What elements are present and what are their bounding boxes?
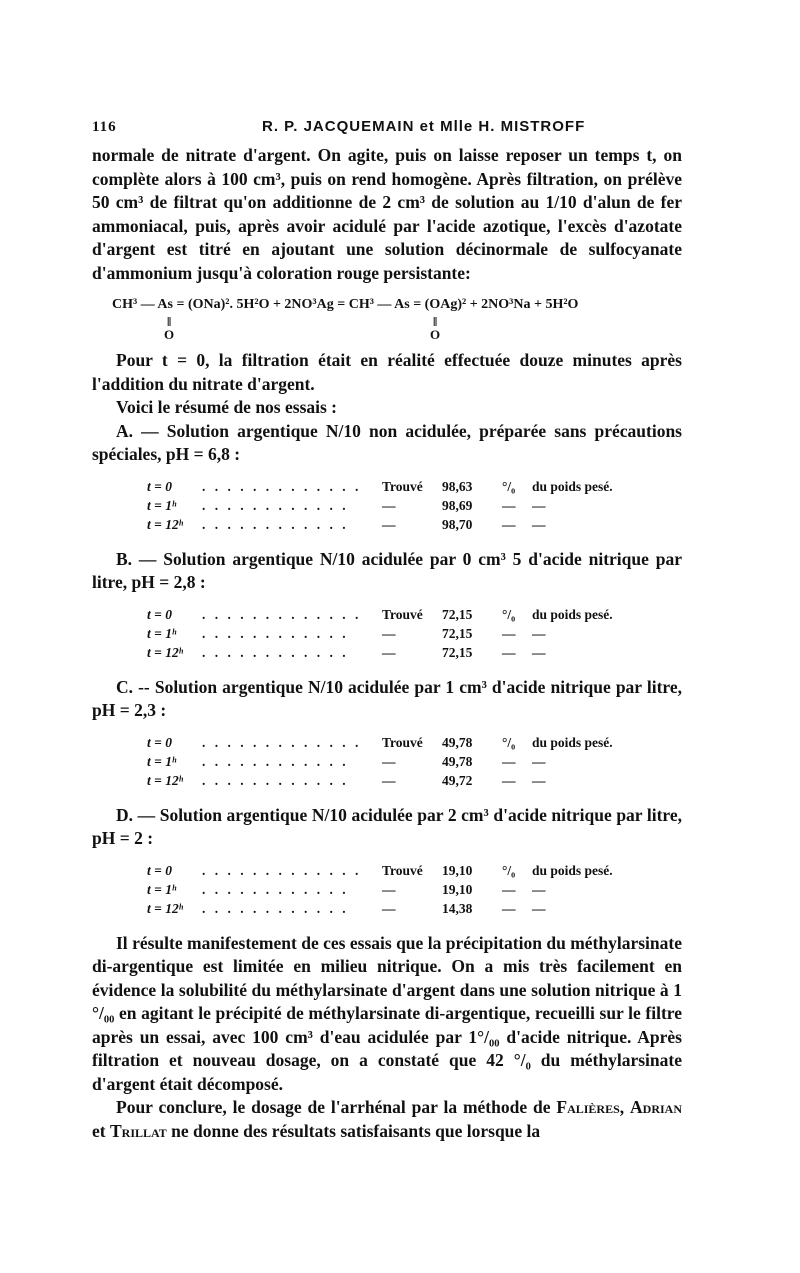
unit-cell: —	[502, 753, 516, 769]
running-header	[92, 118, 682, 136]
dot-leader: . . . . . . . . . . . .	[202, 900, 349, 916]
dot-leader: . . . . . . . . . . . .	[202, 772, 349, 788]
dot-leader: . . . . . . . . . . . .	[202, 516, 349, 532]
unit-cell: °/₀	[502, 734, 516, 750]
section-c	[92, 676, 682, 792]
rest-cell: —	[532, 625, 546, 641]
value-cell: 98,69	[442, 497, 473, 513]
section-title: D. — Solution argentique N/10 acidulée par 2 cm³ d'acide nitrique par litre, pH = 2 :	[92, 804, 682, 848]
time-cell: t = 1ʰ	[147, 881, 176, 897]
section-d	[92, 804, 682, 920]
section-title: B. — Solution argentique N/10 acidulée par 0 cm³ 5 d'acide nitrique par litre, pH = 2,8 :	[92, 548, 682, 592]
page-number: 116	[92, 119, 117, 135]
found-label: —	[382, 644, 396, 660]
rest-cell: —	[532, 516, 546, 532]
table-row	[147, 863, 642, 882]
value-cell: 49,78	[442, 753, 473, 769]
author-trillat: Trillat	[109, 1120, 167, 1141]
found-label: Trouvé	[382, 734, 423, 750]
author-adrian: Adrian	[630, 1097, 683, 1117]
unit-cell: —	[502, 900, 516, 916]
final-sep1: ,	[619, 1097, 631, 1117]
final-suffix: ne donne des résultats satisfaisants que lorsque la	[166, 1120, 541, 1141]
results-table	[147, 607, 642, 664]
found-label: —	[382, 516, 396, 532]
found-label: —	[382, 497, 396, 513]
value-cell: 19,10	[442, 881, 473, 897]
time-cell: t = 0	[147, 734, 172, 750]
time-cell: t = 0	[147, 862, 172, 878]
table-row	[147, 645, 642, 664]
unit-cell: °/₀	[502, 862, 516, 878]
time-cell: t = 1ʰ	[147, 753, 176, 769]
table-row	[147, 626, 642, 645]
time-cell: t = 12ʰ	[147, 516, 183, 532]
section-a	[92, 420, 682, 536]
time-cell: t = 0	[147, 606, 172, 622]
rest-cell: du poids pesé.	[532, 606, 613, 622]
value-cell: 72,15	[442, 644, 473, 660]
formula-oxygen-right: ‖ O	[430, 314, 441, 342]
dot-leader: . . . . . . . . . . . . .	[202, 606, 362, 622]
document-page	[92, 118, 682, 1143]
unit-cell: —	[502, 625, 516, 641]
rest-cell: —	[532, 881, 546, 897]
found-label: —	[382, 625, 396, 641]
unit-cell: °/₀	[502, 478, 516, 494]
conclusion-paragraph: Il résulte manifestement de ces essais que la précipitation du méthylarsinate di-argentique est limitée en milieu nitrique. On a mis très facilement en évidence la solubilité du méthylarsinate d'argent dans une solution nitrique à 1 °/₀₀ en agitant le précipité de méthylarsinate di-argentique, recueilli sur le filtre après un essai, avec 100 cm³ d'eau acidulée par 1°/₀₀ d'acide nitrique. Après filtration et nouveau dosage, on a constaté que 42 °/₀ du méthylarsinate d'argent était décomposé.	[92, 932, 682, 1094]
table-row	[147, 607, 642, 626]
found-label: —	[382, 753, 396, 769]
time-cell: t = 1ʰ	[147, 625, 176, 641]
formula-equation: CH³ — As = (ONa)². 5H²O + 2NO³Ag = CH³ — As = (OAg)² + 2NO³Na + 5H²O	[112, 297, 579, 312]
dot-leader: . . . . . . . . . . . .	[202, 753, 349, 769]
unit-cell: °/₀	[502, 606, 516, 622]
results-table	[147, 735, 642, 792]
table-row	[147, 882, 642, 901]
final-prefix: Pour conclure, le dosage de l'arrhénal par la méthode de	[116, 1097, 557, 1117]
value-cell: 72,15	[442, 625, 473, 641]
chemical-formula	[112, 297, 682, 349]
rest-cell: du poids pesé.	[532, 478, 613, 494]
table-row	[147, 498, 642, 517]
section-b	[92, 548, 682, 664]
table-row	[147, 735, 642, 754]
value-cell: 19,10	[442, 862, 473, 878]
time-cell: t = 1ʰ	[147, 497, 176, 513]
time-cell: t = 12ʰ	[147, 772, 183, 788]
unit-cell: —	[502, 772, 516, 788]
found-label: —	[382, 881, 396, 897]
value-cell: 98,63	[442, 478, 473, 494]
final-sep2: et	[92, 1120, 110, 1141]
dot-leader: . . . . . . . . . . . .	[202, 644, 349, 660]
time-cell: t = 12ʰ	[147, 900, 183, 916]
author-falieres: Falières	[556, 1097, 620, 1117]
rest-cell: —	[532, 772, 546, 788]
found-label: Trouvé	[382, 606, 423, 622]
dot-leader: . . . . . . . . . . . .	[202, 881, 349, 897]
rest-cell: du poids pesé.	[532, 862, 613, 878]
rest-cell: —	[532, 753, 546, 769]
value-cell: 98,70	[442, 516, 473, 532]
dot-leader: . . . . . . . . . . . .	[202, 497, 349, 513]
found-label: —	[382, 772, 396, 788]
rest-cell: du poids pesé.	[532, 734, 613, 750]
rest-cell: —	[532, 644, 546, 660]
table-row	[147, 479, 642, 498]
value-cell: 14,38	[442, 900, 473, 916]
results-table	[147, 863, 642, 920]
table-row	[147, 901, 642, 920]
rest-cell: —	[532, 900, 546, 916]
dot-leader: . . . . . . . . . . . .	[202, 625, 349, 641]
section-title: C. -- Solution argentique N/10 acidulée par 1 cm³ d'acide nitrique par litre, pH = 2,3 :	[92, 676, 682, 720]
dot-leader: . . . . . . . . . . . . .	[202, 862, 362, 878]
formula-oxygen-left: ‖ O	[164, 314, 175, 342]
value-cell: 49,72	[442, 772, 473, 788]
table-row	[147, 773, 642, 792]
table-row	[147, 754, 642, 773]
unit-cell: —	[502, 881, 516, 897]
dot-leader: . . . . . . . . . . . . .	[202, 734, 362, 750]
dot-leader: . . . . . . . . . . . . .	[202, 478, 362, 494]
t0-paragraph: Pour t = 0, la filtration était en réalité effectuée douze minutes après l'addition du nitrate d'argent.	[92, 350, 682, 394]
results-table	[147, 479, 642, 536]
found-label: —	[382, 900, 396, 916]
table-row	[147, 517, 642, 536]
final-paragraph	[92, 1096, 682, 1143]
unit-cell: —	[502, 497, 516, 513]
time-cell: t = 0	[147, 478, 172, 494]
unit-cell: —	[502, 644, 516, 660]
section-title: A. — Solution argentique N/10 non acidulée, préparée sans précautions spéciales, pH = 6,8 :	[92, 420, 682, 464]
value-cell: 49,78	[442, 734, 473, 750]
resume-line: Voici le résumé de nos essais :	[116, 397, 338, 417]
intro-paragraph: normale de nitrate d'argent. On agite, puis on laisse reposer un temps t, on complète alors à 100 cm³, puis on rend homogène. Après filtration, on prélève 50 cm³ de filtrat qu'on additionne de 2 cm³ de solution au 1/10 d'alun de fer ammoniacal, puis, après avoir acidulé par l'acide azotique, l'excès d'azotate d'argent est titré en ajoutant une solution décinormale de sulfocyanate d'ammonium jusqu'à coloration rouge persistante:	[92, 145, 682, 283]
time-cell: t = 12ʰ	[147, 644, 183, 660]
value-cell: 72,15	[442, 606, 473, 622]
rest-cell: —	[532, 497, 546, 513]
unit-cell: —	[502, 516, 516, 532]
found-label: Trouvé	[382, 478, 423, 494]
header-authors: R. P. JACQUEMAIN et Mlle H. MISTROFF	[262, 118, 586, 135]
found-label: Trouvé	[382, 862, 423, 878]
